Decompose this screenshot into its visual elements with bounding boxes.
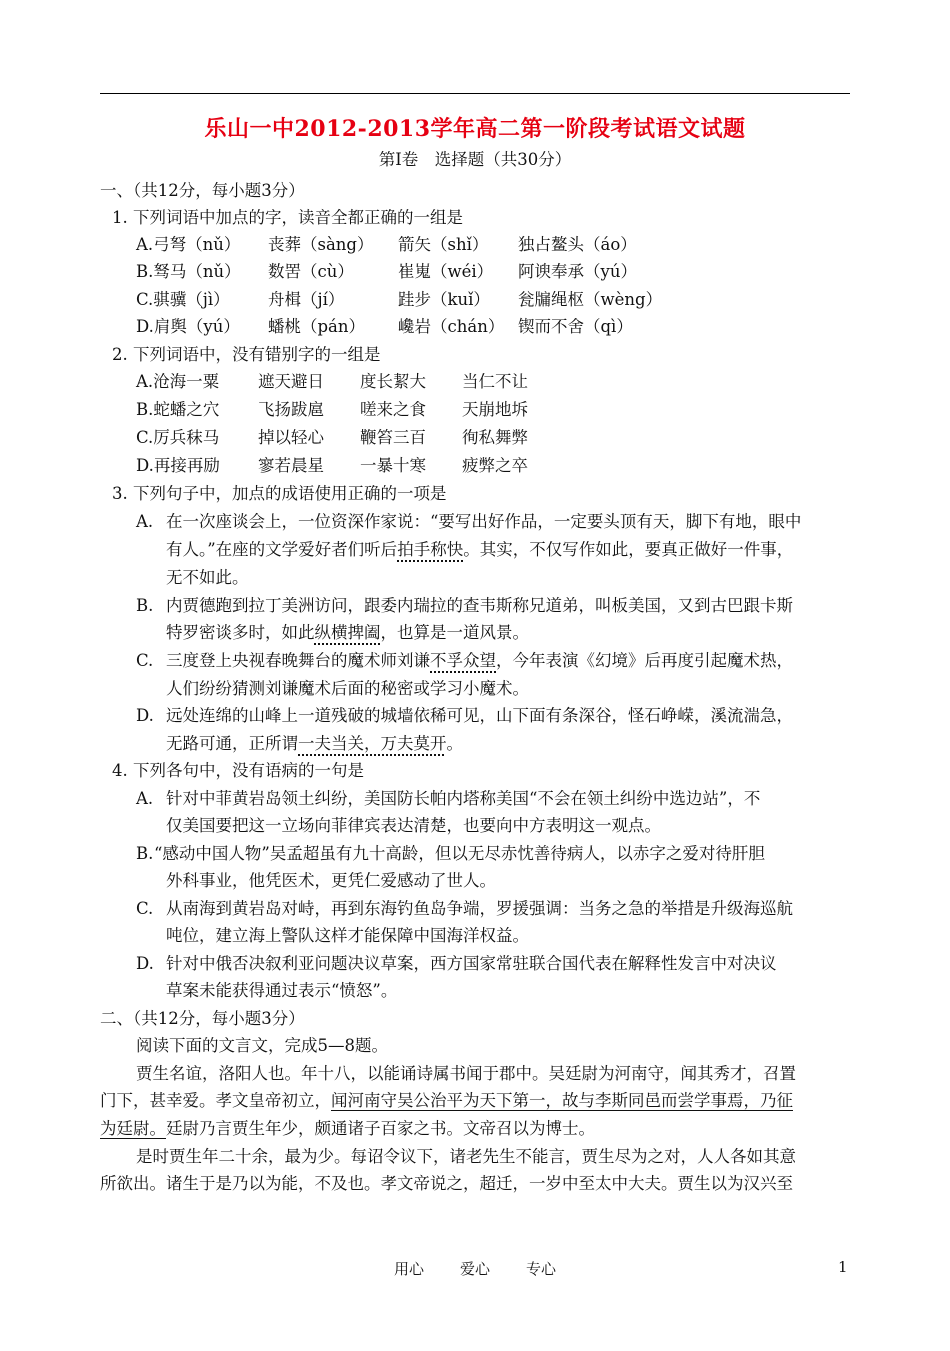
q3-c-idiom: 不孚众望 bbox=[430, 651, 496, 670]
footer-item: 专心 bbox=[526, 1260, 557, 1278]
q1-option-c-3: 跬步（kuǐ） bbox=[398, 290, 490, 309]
passage-p1-line3: 为廷尉。廷尉乃言贾生年少，颇通诸子百家之书。文帝召以为博士。 bbox=[100, 1119, 595, 1138]
q2-option-c-4: 徇私舞弊 bbox=[462, 428, 528, 447]
passage-p1-line1: 贾生名谊，洛阳人也。年十八，以能诵诗属书闻于郡中。吴廷尉为河南守，闻其秀才，召置 bbox=[136, 1064, 796, 1083]
underlined-sentence-part1: 闻河南守吴公治平为天下第一，故与李斯同邑而尝学事焉，乃征 bbox=[331, 1091, 793, 1110]
q3-option-a-letter: A. bbox=[136, 512, 154, 531]
q4-option-d-line1: 针对中俄否决叙利亚问题决议草案，西方国家常驻联合国代表在解释性发言中对决议 bbox=[166, 954, 777, 973]
q3-option-b-line2: 特罗密谈多时，如此纵横捭阖，也算是一道风景。 bbox=[166, 623, 529, 642]
q1-option-d-3: 巉岩（chán） bbox=[398, 317, 505, 336]
question-4-stem: 4. 下列各句中，没有语病的一句是 bbox=[112, 761, 364, 780]
q3-option-c-line1: 三度登上央视春晚舞台的魔术师刘谦不孚众望，今年表演《幻境》后再度引起魔术热， bbox=[166, 651, 793, 670]
q2-option-d-2: 寥若晨星 bbox=[258, 456, 324, 475]
section-heading-2: 二、（共12分，每小题3分） bbox=[100, 1009, 305, 1028]
q2-option-b-4: 天崩地坼 bbox=[462, 400, 528, 419]
q1-option-a-1: A.弓弩（nǔ） bbox=[136, 235, 241, 254]
q2-option-c-3: 鞭笞三百 bbox=[360, 428, 426, 447]
passage-p2-line1: 是时贾生年二十余，最为少。每诏令议下，诸老先生不能言，贾生尽为之对，人人各如其意 bbox=[136, 1147, 796, 1166]
q2-option-b-1: B.蛇蟠之穴 bbox=[136, 400, 220, 419]
q3-option-b-line1: 内贾德跑到拉丁美洲访问，跟委内瑞拉的查韦斯称兄道弟，叫板美国，又到古巴跟卡斯 bbox=[166, 596, 793, 615]
q2-option-a-3: 度长絜大 bbox=[360, 372, 426, 391]
q1-option-d-2: 蟠桃（pán） bbox=[268, 317, 366, 336]
passage-p2-line2: 所欲出。诸生于是乃以为能，不及也。孝文帝说之，超迁，一岁中至太中大夫。贾生以为汉兴至 bbox=[100, 1174, 793, 1193]
q3-d-idiom: 一夫当关，万夫莫开 bbox=[298, 734, 447, 753]
q1-option-a-3: 箭矢（shǐ） bbox=[398, 235, 489, 254]
q4-option-a-line2: 仅美国要把这一立场向菲律宾表达清楚，也要向中方表明这一观点。 bbox=[166, 816, 661, 835]
q3-option-a-line3: 无不如此。 bbox=[166, 568, 249, 587]
q2-option-c-2: 掉以轻心 bbox=[258, 428, 324, 447]
q2-option-b-3: 嗟来之食 bbox=[360, 400, 426, 419]
footer-item: 爱心 bbox=[459, 1260, 490, 1278]
passage-intro: 阅读下面的文言文，完成5—8题。 bbox=[136, 1036, 388, 1055]
section-heading-1: 一、（共12分，每小题3分） bbox=[100, 181, 305, 200]
q4-option-a-line1: 针对中菲黄岩岛领土纠纷，美国防长帕内塔称美国“不会在领土纠纷中选边站”，不 bbox=[166, 789, 761, 808]
q1-option-b-4: 阿谀奉承（yú） bbox=[518, 262, 637, 281]
underlined-sentence-part2: 为廷尉。 bbox=[100, 1119, 166, 1138]
q2-option-d-3: 一暴十寒 bbox=[360, 456, 426, 475]
q3-option-a-line1: 在一次座谈会上，一位资深作家说：“要写出好作品，一定要头顶有天，脚下有地，眼中 bbox=[166, 512, 802, 531]
q3-option-b-letter: B. bbox=[136, 596, 154, 615]
q4-option-b-line1: “感动中国人物”吴孟超虽有九十高龄，但以无尽赤忱善待病人，以赤字之爱对待肝胆 bbox=[154, 844, 765, 863]
page-footer bbox=[0, 1258, 950, 1279]
q1-option-b-2: 数罟（cù） bbox=[268, 262, 354, 281]
q1-option-b-3: 崔嵬（wéi） bbox=[398, 262, 494, 281]
page-title: 乐山一中2012-2013学年高二第一阶段考试语文试题 bbox=[204, 116, 746, 142]
q4-option-c-letter: C. bbox=[136, 899, 154, 918]
page-subtitle: 第Ⅰ卷 选择题（共30分） bbox=[378, 150, 572, 169]
q2-option-a-1: A.沧海一粟 bbox=[136, 372, 220, 391]
question-3-stem: 3. 下列句子中，加点的成语使用正确的一项是 bbox=[112, 484, 447, 503]
q4-option-b-letter: B. bbox=[136, 844, 154, 863]
question-1-stem: 1. 下列词语中加点的字，读音全都正确的一组是 bbox=[112, 208, 463, 227]
q4-option-d-line2: 草案未能获得通过表示“愤怒”。 bbox=[166, 981, 398, 1000]
q4-option-a-letter: A. bbox=[136, 789, 154, 808]
q1-option-c-1: C.骐骥（jì） bbox=[136, 290, 230, 309]
q2-option-a-4: 当仁不让 bbox=[462, 372, 528, 391]
q3-option-d-letter: D. bbox=[136, 706, 154, 725]
footer-item: 用心 bbox=[393, 1260, 424, 1278]
q3-a-idiom: 拍手称快 bbox=[397, 540, 464, 559]
q1-option-d-1: D.肩舆（yú） bbox=[136, 317, 240, 336]
q4-option-c-line2: 吨位，建立海上警队这样才能保障中国海洋权益。 bbox=[166, 926, 529, 945]
header-rule bbox=[100, 93, 850, 94]
q3-option-d-line1: 远处连绵的山峰上一道残破的城墙依稀可见，山下面有条深谷，怪石峥嵘，溪流湍急， bbox=[166, 706, 793, 725]
question-2-stem: 2. 下列词语中，没有错别字的一组是 bbox=[112, 345, 381, 364]
q2-option-a-2: 遮天避日 bbox=[258, 372, 324, 391]
q2-option-c-1: C.厉兵秣马 bbox=[136, 428, 220, 447]
q1-option-a-4: 独占鳌头（áo） bbox=[518, 235, 637, 254]
q3-option-d-line2: 无路可通，正所谓一夫当关，万夫莫开。 bbox=[166, 734, 463, 753]
q1-option-a-2: 丧葬（sàng） bbox=[268, 235, 374, 254]
q1-option-b-1: B.驽马（nǔ） bbox=[136, 262, 241, 281]
q2-option-d-1: D.再接再励 bbox=[136, 456, 220, 475]
q1-option-c-2: 舟楫（jí） bbox=[268, 290, 345, 309]
q2-option-d-4: 疲弊之卒 bbox=[462, 456, 528, 475]
page-number: 1 bbox=[838, 1258, 848, 1276]
q1-option-d-4: 锲而不舍（qì） bbox=[518, 317, 633, 336]
q3-b-idiom: 纵横捭阖 bbox=[314, 623, 381, 642]
q3-option-c-letter: C. bbox=[136, 651, 154, 670]
q3-option-a-line2: 有人。”在座的文学爱好者们听后拍手称快。其实，不仅写作如此，要真正做好一件事， bbox=[166, 540, 794, 559]
q4-option-b-line2: 外科事业，他凭医术，更凭仁爱感动了世人。 bbox=[166, 871, 496, 890]
q3-option-c-line2: 人们纷纷猜测刘谦魔术后面的秘密或学习小魔术。 bbox=[166, 679, 529, 698]
q4-option-d-letter: D. bbox=[136, 954, 154, 973]
q1-option-c-4: 瓮牖绳枢（wèng） bbox=[518, 290, 663, 309]
q4-option-c-line1: 从南海到黄岩岛对峙，再到东海钓鱼岛争端，罗援强调：当务之急的举措是升级海巡航 bbox=[166, 899, 793, 918]
q2-option-b-2: 飞扬跋扈 bbox=[258, 400, 324, 419]
passage-p1-line2: 门下，甚幸爱。孝文皇帝初立，闻河南守吴公治平为天下第一，故与李斯同邑而尝学事焉，乃征 bbox=[100, 1091, 793, 1110]
